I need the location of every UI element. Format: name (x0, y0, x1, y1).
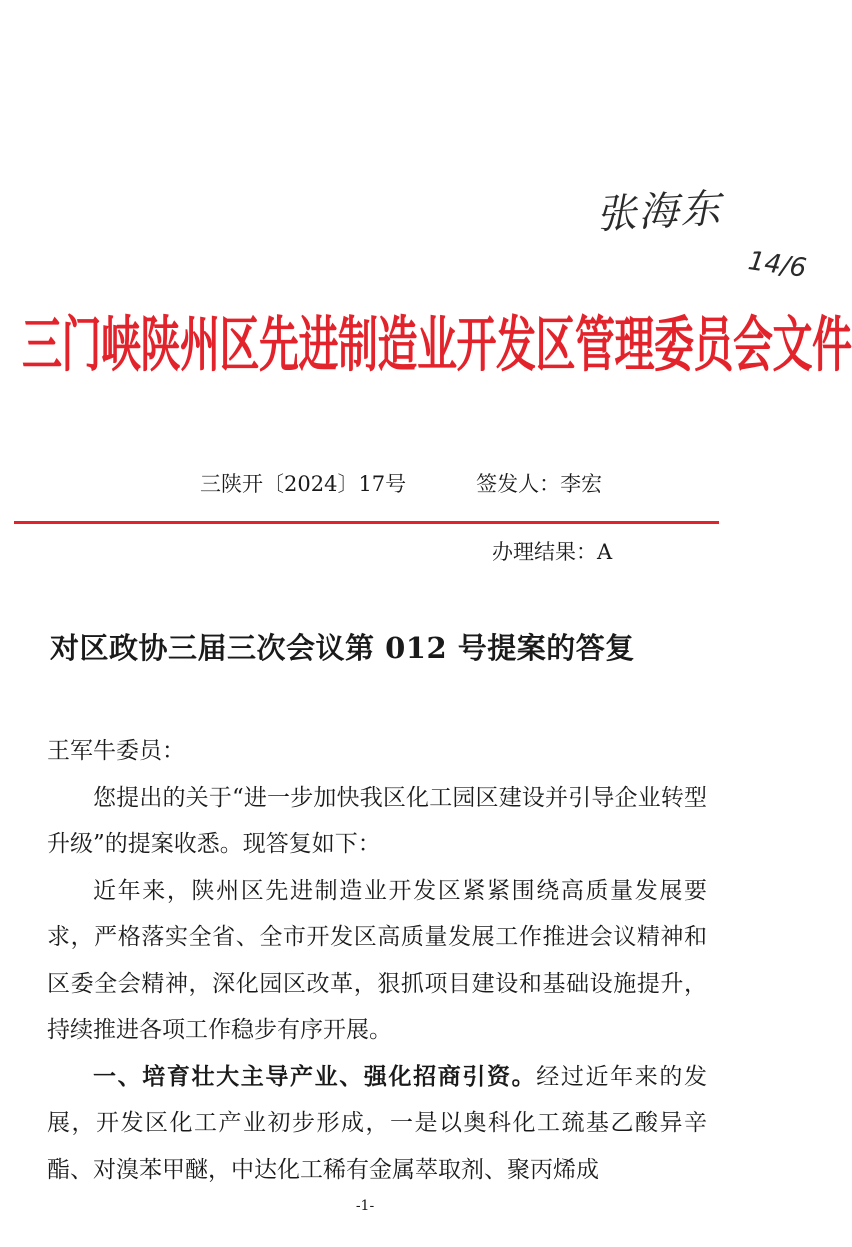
document-ref-line (200, 468, 602, 498)
section-text: 经过近年来的发展，开发区化工产业初步形成，一是以奥科化工巯基乙酸异辛酯、对溴苯甲醚，中达化工稀有金属萃取剂、聚丙烯成 (47, 1063, 707, 1183)
handling-result-line (492, 536, 612, 566)
section-heading: 一、培育壮大主导产业、强化招商引资。 (93, 1062, 537, 1090)
body-paragraph: 您提出的关于“进一步加快我区化工园区建设并引导企业转型升级”的提案收悉。现答复如下： (47, 784, 707, 857)
red-divider-line (14, 521, 719, 524)
salutation: 王军牛委员： (47, 738, 185, 764)
document-ref-number: 三陕开〔2024〕17号 (200, 472, 407, 496)
handwritten-name-annotation: 张海东 (595, 185, 724, 239)
body-paragraph: 近年来，陕州区先进制造业开发区紧紧围绕高质量发展要求，严格落实全省、全市开发区高质量发展工作推进会议精神和区委全会精神，深化园区改革，狠抓项目建设和基础设施提升，持续推进各项工作稳步有序开展。 (47, 877, 707, 1043)
issuer-header: 三门峡陕州区先进制造业开发区管理委员会文件 (22, 309, 852, 380)
page-number: -1- (355, 1198, 375, 1214)
signer-label: 签发人： (476, 472, 561, 496)
document-body (47, 728, 707, 1193)
result-label: 办理结果： (492, 540, 597, 564)
result-value: A (597, 540, 613, 564)
handwritten-date-annotation: 14/6 (746, 246, 809, 284)
document-title: 对区政协三届三次会议第 012 号提案的答复 (50, 631, 635, 665)
body-paragraph (47, 1054, 707, 1194)
signer-name: 李宏 (560, 472, 603, 496)
